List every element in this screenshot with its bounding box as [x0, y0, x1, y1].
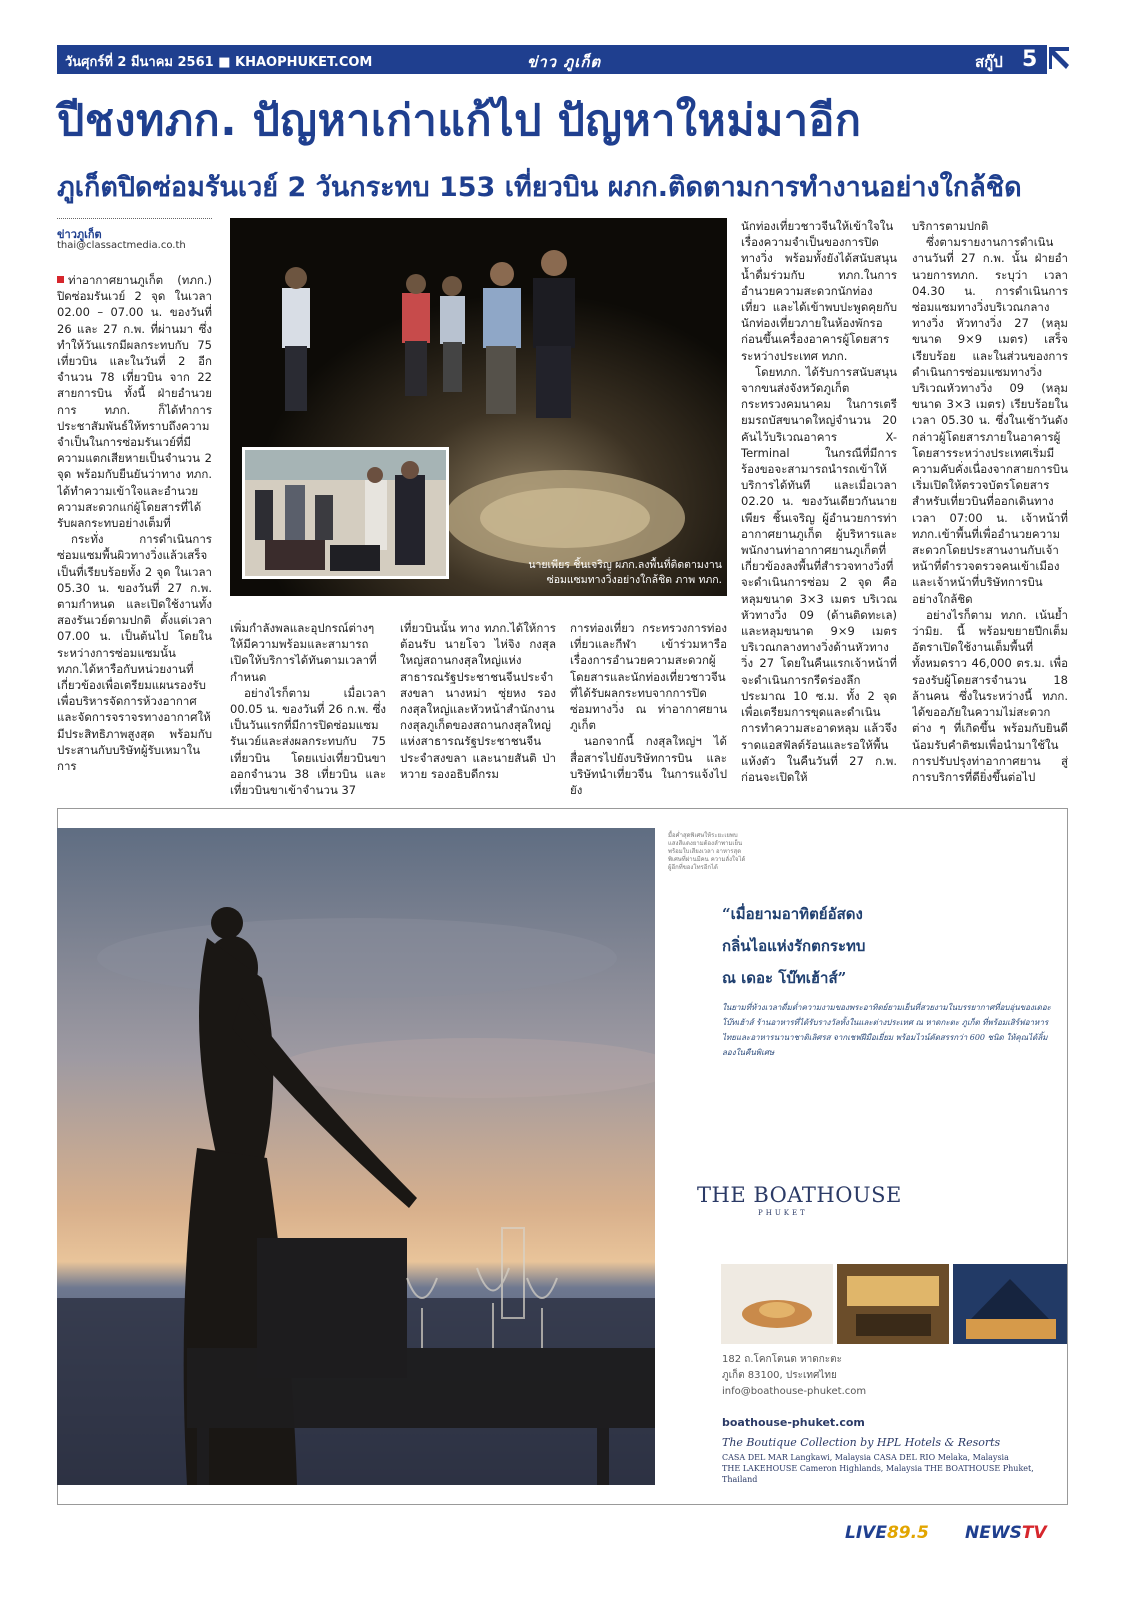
article-column-6	[912, 218, 1068, 810]
photo-caption: นายเพียร ชิ้นเจริญ ผภก.ลงพื้นที่ติดตามงานซ่อมแซมทางวิ่งอย่างใกล้ชิด ภาพ ทภก.	[528, 559, 722, 586]
quote-line: “เมื่อยามอาทิตย์อัสดง	[722, 905, 863, 923]
ad-fine-print: มื้อค่ำสุดพิเศษให้ระยะเยพบแสงสีแดงยามต้องลำพามเย็น พร้อมใบเสียงเวลา อาหารสุดพิเศษที่ผ่านมีคน ความลั่งใจได้ผู้อีกที่ของโทรอีกได้	[668, 832, 746, 871]
author-email: thai@classactmedia.co.th	[57, 240, 186, 251]
article-column-3	[400, 620, 556, 810]
ad-body-text: ในยามที่ห้วงเวลาดื่มด่ำความงามของพระอาทิตย์ยามเย็นที่สวยงามในบรรยากาศที่อบอุ่นของเดอะ โบ๊ทเฮ้าส์ ร้านอาหารที่ได้รับรางวัลทั้งในและต่างประเทศ ณ หาดกะตะ ภูเก็ต ที่พร้อมเสิร์ฟอาหารไทยและอาหารนานาชาติเลิศรส จากเชฟฝีมือเยี่ยม พร้อมไวน์คัดสรรกว่า 600 ชนิด ให้คุณได้ลิ้มลองในคืนพิเศษ	[722, 1003, 1051, 1057]
boathouse-logo-sub: PHUKET	[758, 1209, 808, 1217]
subheadline: ภูเก็ตปิดซ่อมรันเวย์ 2 วันกระทบ 153 เที่ยวบิน ผภก.ติดตามการทำงานอย่างใกล้ชิด	[57, 172, 1022, 203]
ad-tagline: The Boutique Collection by HPL Hotels & Resorts	[722, 1436, 1001, 1449]
property-line: CASA DEL MAR Langkawi, Malaysia CASA DEL RIO Melaka, Malaysia	[722, 1453, 1009, 1462]
paragraph: เพิ่มกำลังพลและอุปกรณ์ต่างๆ ให้มีความพร้อมและสามารถเปิดให้บริการได้ทันตามเวลาที่กำหนด	[230, 621, 377, 684]
headline: ปีชงทภก. ปัญหาเก่าแก้ไป ปัญหาใหม่มาอีก	[57, 96, 862, 146]
article-column-5	[741, 218, 897, 810]
paragraph: ซึ่งตามรายงานการดำเนินงานวันที่ 27 ก.พ. นั้น ฝ่ายอำนวยการทภก. ระบุว่า เวลา 04.30 น. การดำเนินการซ่อมแซมทางวิ่งบริเวณกลางทางวิ่ง หัวทางวิ่ง 27 (หลุมขนาด 9×9 เมตร) เสร็จเรียบร้อย และในส่วนของการดำเนินการซ่อมแซมทางวิ่งบริเวณหัวทางวิ่ง 09 (หลุมขนาด 3×3 เมตร) เรียบร้อยในเวลา 05.30 น. ซึ่งในเช้าวันดังกล่าวผู้โดยสารภายในอาคารผู้โดยสารระหว่างประเทศเริ่มมีความคับคั่งเนื่องจากสายการบินเริ่มเปิดให้ตรวจบัตรโดยสารสำหรับเที่ยวบินที่ออกเดินทางเวลา 07:00 น. เจ้าหน้าที่ ทภก.เข้าพื้นที่เพื่ออำนวยความสะดวกโดยประสานงานกับเจ้าหน้าที่ตำรวจตรวจคนเข้าเมือง และเจ้าหน้าที่บริษัทการบินอย่างใกล้ชิด	[912, 235, 1068, 606]
ad-website-link[interactable]: boathouse-phuket.com	[722, 1416, 865, 1429]
property-line: THE LAKEHOUSE Cameron Highlands, Malaysia THE BOATHOUSE Phuket, Thailand	[722, 1464, 1034, 1484]
ad-address	[722, 1352, 866, 1400]
paragraph: การท่องเที่ยว กระทรวงการท่องเที่ยวและกีฬา เข้าร่วมหารือเรื่องการอำนวยความสะดวกผู้โดยสารและนักท่องเที่ยวชาวจีนที่ได้รับผลกระทบจากการปิดซ่อมทางวิ่ง ณ ท่าอากาศยานภูเก็ต	[570, 621, 727, 733]
boathouse-logo: THE BOATHOUSE	[697, 1183, 902, 1207]
sunset-dinner-photo	[57, 828, 655, 1485]
article-column-4	[570, 620, 727, 810]
paragraph: บริการตามปกติ	[912, 219, 989, 233]
corner-arrow-icon	[1047, 45, 1071, 74]
email-link[interactable]: info@boathouse-phuket.com	[722, 1386, 867, 1397]
paragraph: นอกจากนี้ กงสุลใหญ่ฯ ได้สื่อสารไปยังบริษัทการบิน และบริษัทนำเที่ยวจีน ในการแจ้งไปยัง	[570, 734, 727, 798]
paragraph: ท่าอากาศยานภูเก็ต (ทภก.) ปิดซ่อมรันเวย์ 2 จุด ในเวลา 02.00 – 07.00 น. ของวันที่ 26 และ 27 ก.พ. ที่ผ่านมา ซึ่งทำให้วันแรกมีผลกระทบกับ 75 เที่ยวบิน และในวันที่ 2 อีกจำนวน 78 เที่ยวบิน จาก 22 สายการบิน ทั้งนี้ ฝ่ายอำนวยการ ทภก. ก็ได้ทำการประชาสัมพันธ์ให้ทราบถึงความจำเป็นในการซ่อมรันเวย์ที่มีความแตกเสียหายเป็นจำนวน 2 จุด พร้อมกับยืนยันว่าทาง ทภก. ได้ทำความเข้าใจและอำนวยความสะดวกแก่ผู้โดยสารที่ได้รับผลกระทบอย่างเต็มที่	[57, 273, 212, 531]
inset-photo-terminal	[242, 447, 449, 579]
news-tv-logo: NEWSTV	[965, 1523, 1047, 1543]
paragraph: อย่างไรก็ตาม เมื่อเวลา 00.05 น. ของวันที่ 26 ก.พ. ซึ่งเป็นวันแรกที่มีการปิดซ่อมแซมรันเวย์และส่งผลกระทบกับ 75 เที่ยวบิน โดยแบ่งเที่ยวบินขาออกจำนวน 38 เที่ยวบิน และเที่ยวบินขาเข้าจำนวน 37	[230, 685, 386, 798]
header-bar	[57, 45, 1067, 74]
address-line: 182 ถ.โคกโตนด หาดกะตะ	[722, 1354, 842, 1365]
byline-divider	[57, 218, 212, 219]
section-label: สกู๊ป	[975, 53, 1003, 71]
quote-line: กลิ่นไอแห่งรักตกระทบ	[722, 937, 866, 955]
address-line: ภูเก็ต 83100, ประเทศไทย	[722, 1370, 837, 1381]
paragraph: โดยทภก. ได้รับการสนับสนุนจากขนส่งจังหวัดภูเก็ต กระทรวงคมนาคม ในการเตรียมรถบัสขนาดใหญ่จำนวน 20 คันไว้บริเวณอาคาร X-Terminal ในกรณีที่มีการร้องขอจะสามารถนำรถเข้าให้บริการได้ทันที และเมื่อเวลา 02.20 น. ของวันเดียวกันนายเพียร ชิ้นเจริญ ผู้อำนวยการท่าอากาศยานภูเก็ต ผู้บริหารและพนักงานท่าอากาศยานภูเก็ตที่เกี่ยวข้องลงพื้นที่สำรวจทางวิ่งที่จะดำเนินการซ่อม 2 จุด คือ หลุมขนาด 3×3 เมตร บริเวณหัวทางวิ่ง 09 (ด้านติดทะเล) และหลุมขนาด 9×9 เมตร บริเวณกลางทางวิ่งด้านหัวทางวิ่ง 27 โดยในคืนแรกเจ้าหน้าที่จะดำเนินการกรีดร่องลึกประมาณ 10 ซ.ม. ทั้ง 2 จุด เพื่อเตรียมการขุดและดำเนินการทำความสะอาดหลุม แล้วจึงราดแอสฟัลต์ร้อนและรอให้พื้นแห้งตัว ในคืนวันที่ 27 ก.พ. ก่อนจะเปิดให้	[741, 364, 897, 784]
ad-thumbnail-strip	[721, 1264, 1067, 1344]
masthead-logo: ข่าว ภูเก็ต	[527, 53, 602, 71]
paragraph: กระทั่ง การดำเนินการซ่อมแซมพื้นผิวทางวิ่งแล้วเสร็จเป็นที่เรียบร้อยทั้ง 2 จุด ในเวลา 05.30 น. ของวันที่ 27 ก.พ. ตามกำหนด และเปิดใช้งานทั้งสองรันเวย์ตามปกติ ตั้งแต่เวลา 07.00 น. เป็นต้นไป โดยในระหว่างการซ่อมแซมนั้น ทภก.ได้หารือกับหน่วยงานที่เกี่ยวข้องเพื่อเตรียมแผนรองรับเพื่อบริหารจัดการห้วงอากาศและจัดการจราจรทางอากาศให้มีประสิทธิภาพสูงสุด พร้อมกับประสานกับบริษัทผู้รับเหมาในการ	[57, 532, 212, 774]
page-number: 5	[1022, 47, 1038, 72]
quote-line: ณ เดอะ โบ๊ทเฮ้าส์”	[722, 969, 847, 987]
paragraph: อย่างไรก็ตาม ทภก. เน้นย้ำว่ามิย. นี้ พร้อมขยายปีกเต็มอัตราเปิดใช้งานเต็มพื้นที่ทั้งหมดราว 46,000 ตร.ม. เพื่อรองรับผู้โดยสารจำนวน 18 ล้านคน ซึ่งในระหว่างนี้ ทภก. ได้ขออภัยในความไม่สะดวกต่าง ๆ ที่เกิดขึ้น พร้อมกับยินดีน้อมรับคำติชมเพื่อนำมาใช้ในการปรับปรุงท่าอากาศยาน สู่การบริการที่ดียิ่งขึ้นต่อไป	[912, 607, 1068, 784]
issue-date: วันศุกร์ที่ 2 มีนาคม 2561 ■ KHAOPHUKET.COM	[65, 55, 373, 70]
byline: ข่าวภูเก็ต	[57, 228, 102, 241]
red-square-icon	[57, 276, 64, 283]
live-radio-logo: LIVE89.5	[845, 1523, 929, 1543]
ad-property-list	[722, 1452, 1067, 1485]
paragraph: เที่ยวบินนั้น ทาง ทภก.ได้ให้การต้อนรับ นายโจว ไห่จิง กงสุลใหญ่สถานกงสุลใหญ่แห่งสาธารณรัฐประชาชนจีนประจำสงขลา นางหม่า ซุ่ยหง รองกงสุลใหญ่และหัวหน้าสำนักงานกงสุลภูเก็ตของสถานกงสุลใหญ่แห่งสาธารณรัฐประชาชนจีนประจำสงขลา และนายสันติ ป่าหวาย รองอธิบดีกรม	[400, 621, 556, 781]
ad-quote	[722, 898, 865, 994]
article-column-2	[230, 620, 386, 810]
article-column-1	[57, 272, 212, 812]
paragraph: นักท่องเที่ยวชาวจีนให้เข้าใจในเรื่องความจำเป็นของการปิดทางวิ่ง พร้อมทั้งยังได้สนับสนุนน้ำดื่มร่วมกับ ทภก.ในการอำนวยความสะดวกนักท่องเที่ยว และได้เข้าพบปะพูดคุยกับนักท่องเที่ยวภายในห้องพักรอก่อนขึ้นเครื่องอาคารผู้โดยสารระหว่างประเทศ ทภก.	[741, 219, 897, 363]
